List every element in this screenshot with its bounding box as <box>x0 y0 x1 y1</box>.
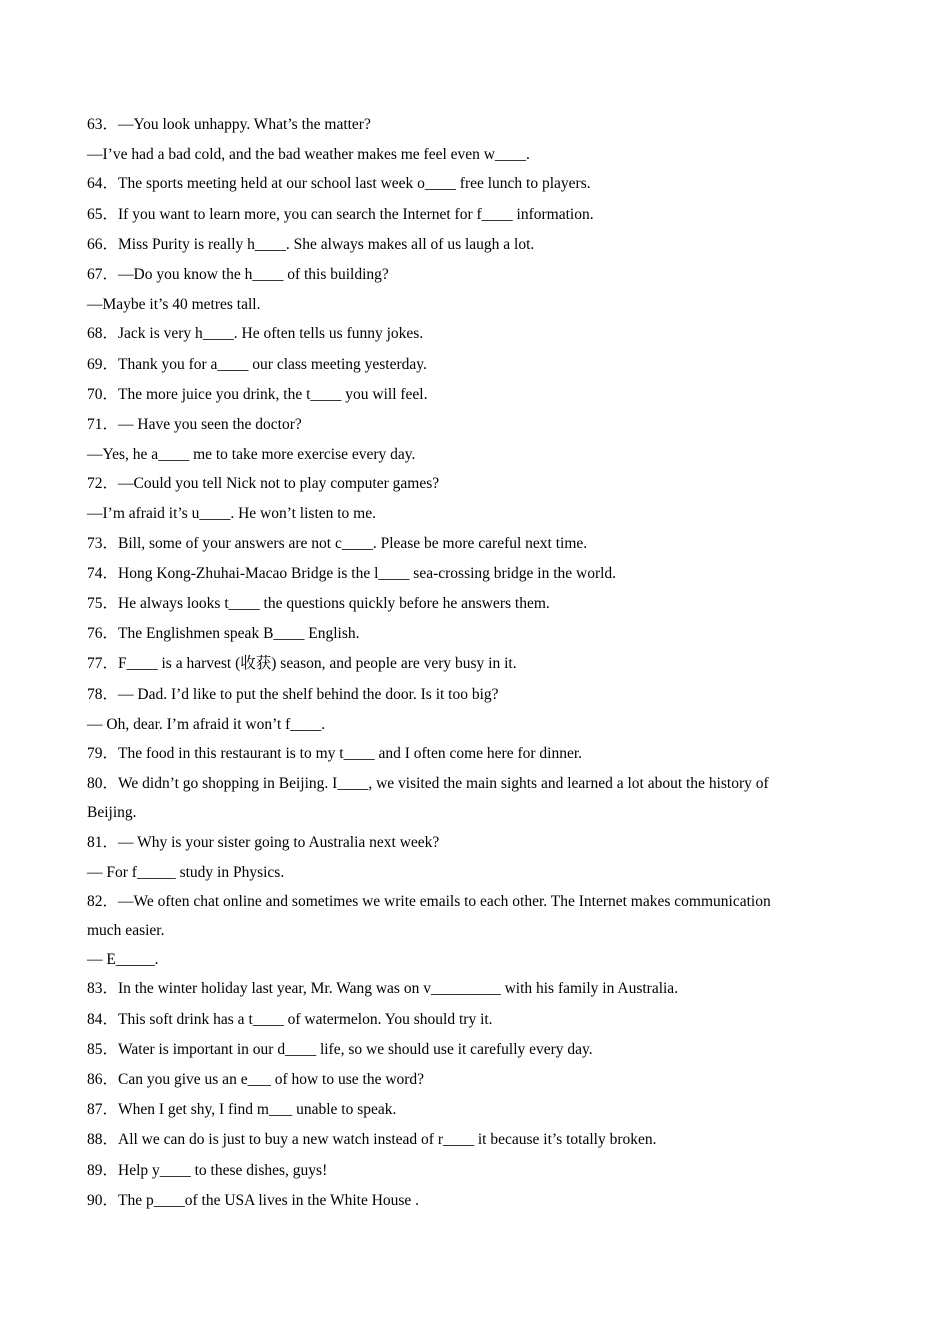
question-79: 79．The food in this restaurant is to my t____ and I often come here for dinner. <box>87 744 583 762</box>
question-71: 71．— Have you seen the doctor? <box>87 415 302 433</box>
question-90: 90．The p____of the USA lives in the White House . <box>87 1191 420 1209</box>
question-75: 75．He always looks t____ the questions quickly before he answers them. <box>87 595 550 612</box>
answer-line-71: —Yes, he a____ me to take more exercise every day. <box>87 446 416 464</box>
question-80-wrap: Beijing. <box>87 804 137 822</box>
answer-line-81: — For f_____ study in Physics. <box>87 863 285 881</box>
answer-line-67: —Maybe it’s 40 metres tall. <box>87 296 261 314</box>
question-77: 77．F____ is a harvest (收获) season, and people are very busy in it. <box>87 655 517 673</box>
question-86: 86．Can you give us an e___ of how to use the word? <box>87 1071 425 1088</box>
answer-line-63: —I’ve had a bad cold, and the bad weather makes me feel even w____. <box>87 146 530 164</box>
question-67: 67．—Do you know the h____ of this building? <box>87 265 389 283</box>
answer-line-82: — E_____. <box>87 951 159 969</box>
question-74: 74．Hong Kong-Zhuhai-Macao Bridge is the l____ sea-crossing bridge in the world. <box>87 564 617 582</box>
question-81: 81．— Why is your sister going to Australia next week? <box>87 833 440 851</box>
question-70: 70．The more juice you drink, the t____ you will feel. <box>87 385 428 403</box>
question-69: 69．Thank you for a____ our class meeting yesterday. <box>87 355 427 373</box>
question-84: 84．This soft drink has a t____ of watermelon. You should try it. <box>87 1010 493 1028</box>
question-82-wrap: much easier. <box>87 922 165 940</box>
question-73: 73．Bill, some of your answers are not c____. Please be more careful next time. <box>87 534 588 552</box>
question-78: 78．— Dad. I’d like to put the shelf behind the door. Is it too big? <box>87 685 499 703</box>
question-63: 63．—You look unhappy. What’s the matter? <box>87 116 371 133</box>
question-80: 80．We didn’t go shopping in Beijing. I____, we visited the main sights and learned a lot about the history of <box>87 775 769 793</box>
question-66: 66．Miss Purity is really h____. She always makes all of us laugh a lot. <box>87 235 535 253</box>
question-83: 83．In the winter holiday last year, Mr. Wang was on v_________ with his family in Australia. <box>87 980 679 998</box>
question-68: 68．Jack is very h____. He often tells us funny jokes. <box>87 325 424 343</box>
question-89: 89．Help y____ to these dishes, guys! <box>87 1161 328 1179</box>
question-82: 82．—We often chat online and sometimes we write emails to each other. The Internet makes communication <box>87 892 771 910</box>
question-87: 87．When I get shy, I find m___ unable to speak. <box>87 1101 397 1119</box>
exercise-list <box>87 114 832 1220</box>
answer-line-72: —I’m afraid it’s u____. He won’t listen to me. <box>87 505 376 523</box>
question-85: 85．Water is important in our d____ life, so we should use it carefully every day. <box>87 1040 593 1058</box>
question-72: 72．—Could you tell Nick not to play computer games? <box>87 475 440 493</box>
question-88: 88．All we can do is just to buy a new watch instead of r____ it because it’s totally broken. <box>87 1131 657 1149</box>
question-64: 64．The sports meeting held at our school last week o____ free lunch to players. <box>87 175 591 193</box>
question-76: 76．The Englishmen speak B____ English. <box>87 625 360 643</box>
answer-line-78: — Oh, dear. I’m afraid it won’t f____. <box>87 715 326 733</box>
question-65: 65．If you want to learn more, you can search the Internet for f____ information. <box>87 205 594 223</box>
